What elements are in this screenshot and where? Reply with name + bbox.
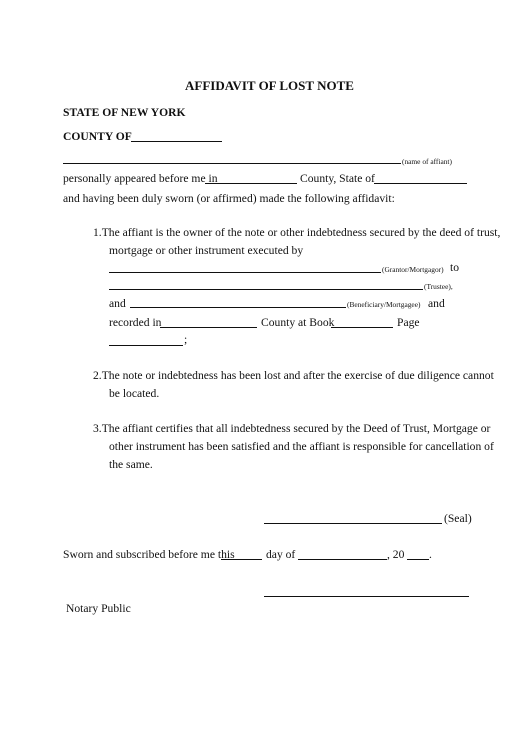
day-of-text: day of: [266, 548, 296, 561]
year-prefix-text: , 20: [387, 548, 405, 561]
item2-line1: 2.The note or indebtedness has been lost and after the exercise of due diligence cannot: [93, 369, 494, 382]
notary-signature-line[interactable]: [264, 596, 469, 597]
day-blank[interactable]: [221, 559, 262, 560]
state-heading: STATE OF NEW YORK: [63, 106, 186, 119]
county-heading: COUNTY OF: [63, 130, 132, 143]
appeared-text: personally appeared before me in: [63, 172, 218, 185]
trustee-caption: (Trustee),: [424, 282, 453, 291]
appeared-county-blank[interactable]: [205, 183, 297, 184]
county-state-text: County, State of: [300, 172, 375, 185]
grantor-blank[interactable]: [109, 272, 381, 273]
item1-line2: mortgage or other instrument executed by: [109, 244, 304, 257]
item1-line1: 1.The affiant is the owner of the note or other indebtedness secured by the deed of trust,: [93, 226, 501, 239]
month-blank[interactable]: [298, 559, 387, 560]
period-text: .: [429, 548, 432, 561]
seal-text: (Seal): [444, 512, 472, 525]
item3-line2: other instrument has been satisfied and the affiant is responsible for cancellation of: [109, 440, 494, 453]
affiant-name-blank[interactable]: [63, 163, 401, 164]
state-blank[interactable]: [374, 183, 467, 184]
page-number-blank[interactable]: [109, 345, 183, 346]
and2-text: and: [428, 297, 445, 310]
recorded-in-text: recorded in: [109, 316, 162, 329]
item2-line2: be located.: [109, 387, 160, 400]
semicolon-text: ;: [184, 333, 188, 346]
year-blank[interactable]: [407, 559, 429, 560]
and-text: and: [109, 297, 126, 310]
book-blank[interactable]: [331, 327, 393, 328]
county-blank[interactable]: [131, 141, 222, 142]
page-text: Page: [397, 316, 420, 329]
to-text: to: [450, 261, 460, 274]
trustee-blank[interactable]: [109, 289, 423, 290]
sworn-intro-text: and having been duly sworn (or affirmed) made the following affidavit:: [63, 192, 395, 205]
affiant-name-caption: (name of affiant): [402, 157, 452, 166]
affiant-signature-line[interactable]: [264, 523, 442, 524]
county-at-book-text: County at Book: [261, 316, 335, 329]
recorded-county-blank[interactable]: [160, 327, 257, 328]
grantor-caption: (Grantor/Mortgagor): [382, 265, 444, 274]
beneficiary-caption: (Beneficiary/Mortgagee): [347, 300, 421, 309]
document-title: AFFIDAVIT OF LOST NOTE: [185, 78, 354, 93]
sworn-subscribed-text: Sworn and subscribed before me this: [63, 548, 235, 561]
item3-line3: the same.: [109, 458, 153, 471]
beneficiary-blank[interactable]: [130, 307, 346, 308]
notary-public-text: Notary Public: [66, 602, 131, 615]
item3-line1: 3.The affiant certifies that all indebtedness secured by the Deed of Trust, Mortgage or: [93, 422, 491, 435]
